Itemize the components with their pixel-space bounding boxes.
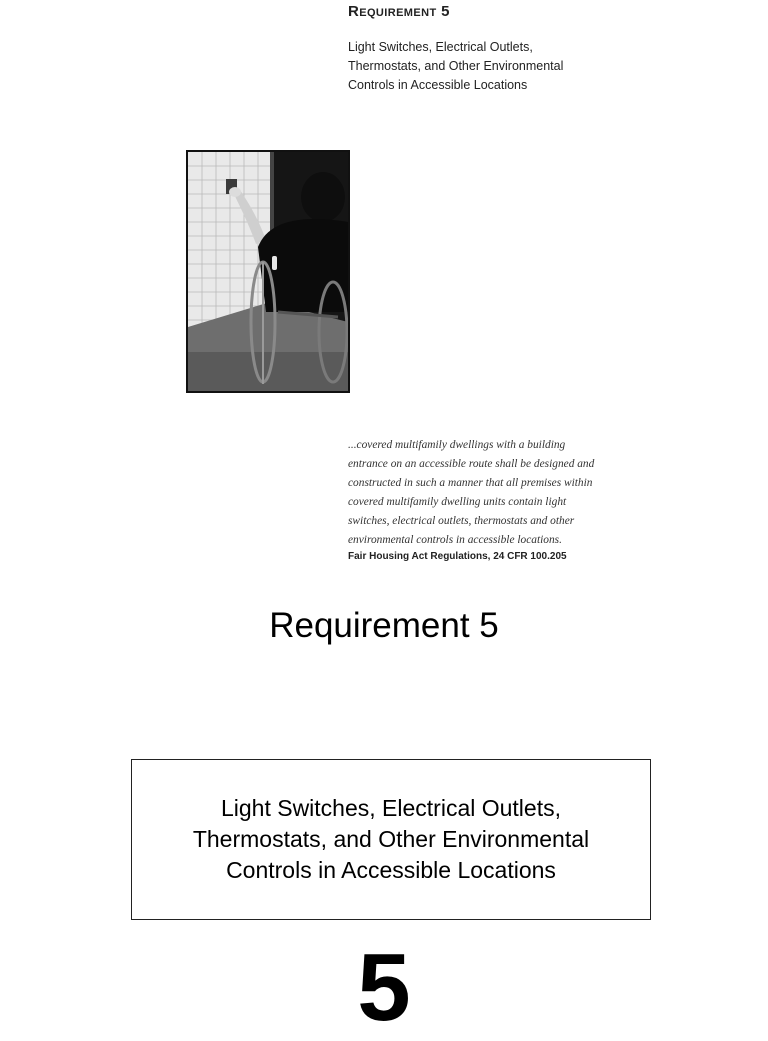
regulation-quote (348, 436, 618, 550)
running-header-requirement: Requirement 5 (348, 3, 450, 20)
subtitle-line: Thermostats, and Other Environmental (348, 59, 564, 73)
requirement-box-text (193, 793, 589, 886)
wheelchair-user-photo (186, 150, 350, 393)
quote-line: switches, electrical outlets, thermostats and other (348, 515, 575, 527)
running-header-subtitle (348, 38, 608, 95)
requirement-title-box (131, 759, 651, 920)
quote-line: environmental controls in accessible locations. (348, 534, 562, 546)
box-line: Light Switches, Electrical Outlets, (220, 795, 561, 821)
subtitle-line: Controls in Accessible Locations (348, 78, 528, 92)
box-line: Thermostats, and Other Environmental (192, 826, 590, 852)
subtitle-line: Light Switches, Electrical Outlets, (348, 40, 533, 54)
quote-citation: Fair Housing Act Regulations, 24 CFR 100.205 (348, 551, 567, 562)
requirement-title: Requirement 5 (269, 606, 499, 645)
photo-illustration (188, 152, 348, 391)
requirement-number: 5 (357, 934, 411, 1041)
quote-line: covered multifamily dwelling units contain light (348, 496, 567, 508)
quote-line: entrance on an accessible route shall be designed and (348, 458, 595, 470)
quote-line: ...covered multifamily dwellings with a building (348, 439, 566, 451)
box-line: Controls in Accessible Locations (226, 857, 556, 883)
quote-line: constructed in such a manner that all premises within (348, 477, 593, 489)
